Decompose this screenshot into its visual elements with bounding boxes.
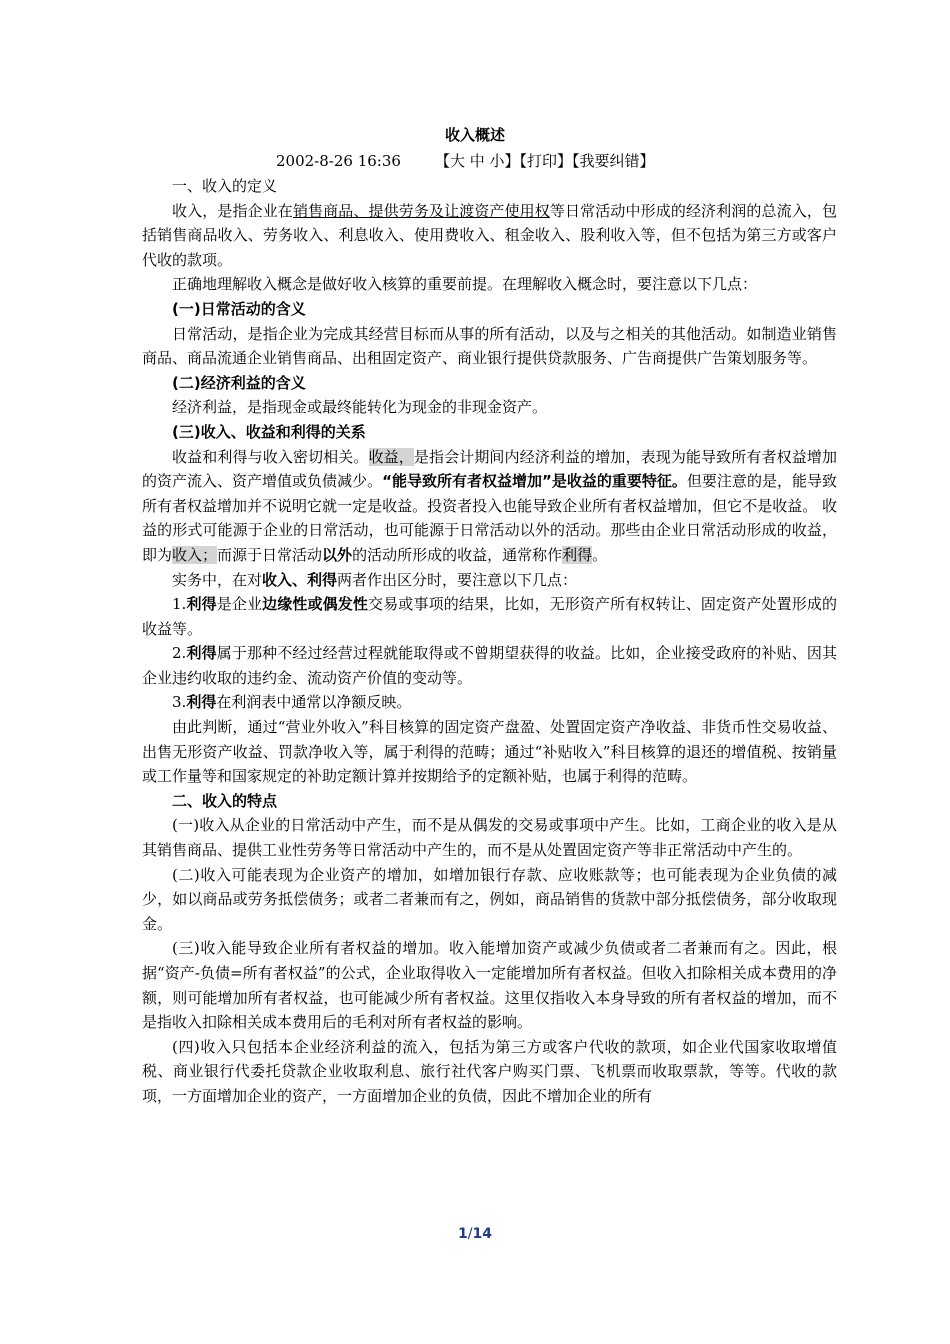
- bold-text: “能导致所有者权益增加”是收益的重要特征。: [382, 472, 687, 491]
- list-item: 3.利得在利润表中通常以净额反映。: [172, 693, 412, 712]
- page-number: 1/14: [458, 1226, 492, 1242]
- paragraph: (二)收入可能表现为企业资产的增加，如增加银行存款、应收账款等；也可能表现为企业负债的减少，如以商品或劳务抵偿债务；或者二者兼而有之，例如，商品销售的货款中部分抵偿债务，部分收取现金。: [142, 865, 837, 933]
- section-heading: 二、收入的特点: [172, 791, 278, 810]
- highlighted-text: 收入；: [172, 545, 218, 564]
- paragraph: 日常活动，是指企业为完成其经营目标而从事的所有活动，以及与之相关的其他活动。如制造业销售商品、商品流通企业销售商品、出租固定资产、商业银行提供贷款服务、广告商提供广告策划服务等。: [142, 324, 837, 368]
- publish-date: 2002-8-26 16:36: [276, 152, 401, 170]
- paragraph: (一)收入从企业的日常活动中产生，而不是从偶发的交易或事项中产生。比如，工商企业的收入是从其销售商品、提供工业性劳务等日常活动中产生的，而不是从处置固定资产等非正常活动中产生的。: [142, 816, 837, 860]
- bold-text: 收入、利得: [262, 570, 338, 589]
- total-pages: 14: [472, 1226, 492, 1242]
- subheading: (二)经济利益的含义: [172, 373, 306, 392]
- current-page: 1: [458, 1226, 468, 1242]
- article-controls[interactable]: 【大 中 小】【打印】【我要纠错】: [434, 152, 655, 170]
- paragraph: 收益和利得与收入密切相关。收益，是指会计期间内经济利益的增加，表现为能导致所有者权益增加的资产流入、资产增值或负债减少。“能导致所有者权益增加”是收益的重要特征。但要注意的是，能导致所有者权益增加并不说明它就一定是收益。投资者投入也能导致企业所有者权益增加，但它不是收益。 收益的形式可能源于企业的日常活动，也可能源于日常活动以外的活动。那些由企业日常活动形成的收益，即为收入；而源于日常活动以外的活动所形成的收益，通常称作利得。: [142, 447, 837, 564]
- paragraph: (三)收入能导致企业所有者权益的增加。收入能增加资产或减少负债或者二者兼而有之。因此，根据“资产-负债=所有者权益”的公式，企业取得收入一定能增加所有者权益。但收入扣除相关成本费用的净额，则可能增加所有者权益，也可能减少所有者权益。这里仅指收入本身导致的所有者权益的增加，而不是指收入扣除相关成本费用后的毛利对所有者权益的影响。: [142, 939, 837, 1032]
- document-title: 收入概述: [444, 126, 505, 144]
- paragraph: 由此判断，通过“营业外收入”科目核算的固定资产盘盈、处置固定资产净收益、非货币性交易收益、出售无形资产收益、罚款净收入等，属于利得的范畴；通过“补贴收入”科目核算的退还的增值税、按销量或工作量等和国家规定的补助定额计算并按期给予的定额补贴，也属于利得的范畴。: [142, 718, 837, 786]
- subheading: (三)收入、收益和利得的关系: [172, 422, 366, 441]
- underlined-text: 销售商品、提供劳务及让渡资产使用权: [292, 201, 550, 220]
- highlighted-text: 利得: [562, 545, 593, 564]
- paragraph: 实务中，在对收入、利得两者作出区分时，要注意以下几点：: [172, 570, 578, 589]
- subheading: (一)日常活动的含义: [172, 299, 306, 318]
- article-meta: [276, 150, 654, 171]
- section-heading: 一、收入的定义: [172, 177, 278, 195]
- paragraph: (四)收入只包括本企业经济利益的流入，包括为第三方或客户代收的款项，如企业代国家收取增值税、商业银行代委托贷款企业收取利息、旅行社代客户购买门票、飞机票而收取票款，等等。代收的款项，一方面增加企业的资产，一方面增加企业的负债，因此不增加企业的所有: [142, 1037, 837, 1105]
- list-item: 1.利得是企业边缘性或偶发性交易或事项的结果，比如，无形资产所有权转让、固定资产处置形成的收益等。: [142, 595, 837, 638]
- paragraph: 收入，是指企业在销售商品、提供劳务及让渡资产使用权等日常活动中形成的经济利润的总流入，包括销售商品收入、劳务收入、利息收入、使用费收入、租金收入、股利收入等，但不包括为第三方或客户代收的款项。: [142, 201, 837, 269]
- list-item: 2.利得属于那种不经过经营过程就能取得或不曾期望获得的收益。比如，企业接受政府的补贴、因其企业违约收取的违约金、流动资产价值的变动等。: [142, 644, 837, 687]
- paragraph: 经济利益，是指现金或最终能转化为现金的非现金资产。: [172, 398, 548, 417]
- highlighted-text: 收益，: [368, 447, 414, 466]
- paragraph: 正确地理解收入概念是做好收入核算的重要前提。在理解收入概念时，要注意以下几点：: [172, 275, 758, 294]
- bold-text: 以外: [322, 545, 353, 564]
- article-body: [142, 174, 837, 1109]
